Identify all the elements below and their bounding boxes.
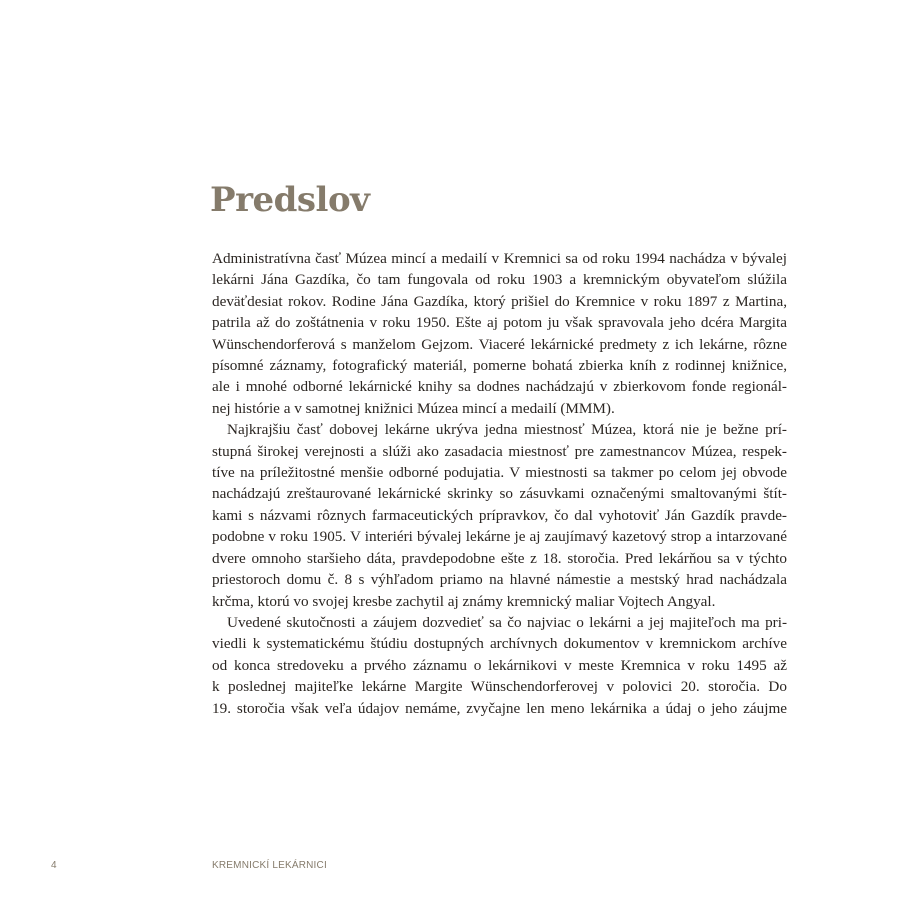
text-line: ale i mnohé odborné lekárnické knihy sa dodnes nachádzajú v zbierkovom fonde regionál- [212, 378, 787, 396]
text-line: krčma, ktorú vo svojej kresbe zachytil aj známy kremnický maliar Vojtech Angyal. [212, 592, 716, 610]
text-line: stupná širokej verejnosti a slúži ako zasadacia miestnosť pre zamestnancov Múzea, respek- [212, 442, 787, 460]
text-line: nachádzajú zreštaurované lekárnické skrinky so zásuvkami označenými smaltovanými štít- [212, 485, 787, 503]
text-line: Uvedené skutočnosti a záujem dozvedieť sa čo najviac o lekárni a jej majiteľoch ma pri- [227, 613, 787, 631]
page-title: Predslov [210, 180, 370, 220]
paragraph-3 [212, 612, 787, 719]
text-line: nej histórie a v samotnej knižnici Múzea mincí a medailí (MMM). [212, 399, 615, 417]
text-line: deväťdesiat rokov. Rodine Jána Gazdíka, ktorý prišiel do Kremnice v roku 1897 z Martina, [212, 292, 787, 310]
text-line: priestoroch domu č. 8 s výhľadom priamo na hlavné námestie a mestský hrad nachádzala [212, 571, 787, 589]
text-line: k poslednej majiteľke lekárne Margite Wünschendorferovej v polovici 20. storočia. Do [212, 678, 787, 696]
text-line: podobne v roku 1905. V interiéri bývalej lekárne je aj zaujímavý kazetový strop a intarzované [212, 528, 787, 546]
text-line: od konca stredoveku a prvého záznamu o lekárnikovi v meste Kremnica v roku 1495 až [212, 656, 787, 674]
running-title: KREMNICKÍ LEKÁRNICI [212, 860, 327, 871]
text-line: lekárni Jána Gazdíka, čo tam fungovala od roku 1903 a kremnickým obyvateľom slúžila [212, 271, 787, 289]
paragraph-1 [212, 248, 787, 419]
text-line: písomné záznamy, fotografický materiál, pomerne bohatá zbierka kníh z rodinnej knižnice, [212, 357, 787, 375]
text-line: Wünschendorferová s manželom Gejzom. Viaceré lekárnické predmety z ich lekárne, rôzne [212, 335, 787, 353]
text-line: 19. storočia však veľa údajov nemáme, zvyčajne len meno lekárnika a údaj o jeho záujme [212, 699, 787, 717]
text-line: Najkrajšiu časť dobovej lekárne ukrýva jedna miestnosť Múzea, ktorá nie je bežne prí- [227, 421, 787, 439]
text-line: dvere omnoho staršieho dáta, pravdepodobne ešte z 18. storočia. Pred lekárňou sa v týchto [212, 549, 787, 567]
paragraph-2 [212, 419, 787, 612]
text-line: viedli k systematickému štúdiu dostupných archívnych dokumentov v kremnickom archíve [212, 635, 787, 653]
text-line: kami s názvami rôznych farmaceutických prípravkov, čo dal vyhotoviť Ján Gazdík pravde- [212, 506, 787, 524]
body-text [212, 248, 787, 719]
text-line: patrila až do zoštátnenia v roku 1950. Ešte aj potom ju však spravovala jeho dcéra Margita [212, 314, 787, 332]
page-number: 4 [51, 860, 57, 871]
text-line: tíve na príležitostné menšie odborné podujatia. V miestnosti sa takmer po celom jej obvode [212, 464, 787, 482]
text-line: Administratívna časť Múzea mincí a medailí v Kremnici sa od roku 1994 nachádza v bývalej [212, 250, 787, 267]
